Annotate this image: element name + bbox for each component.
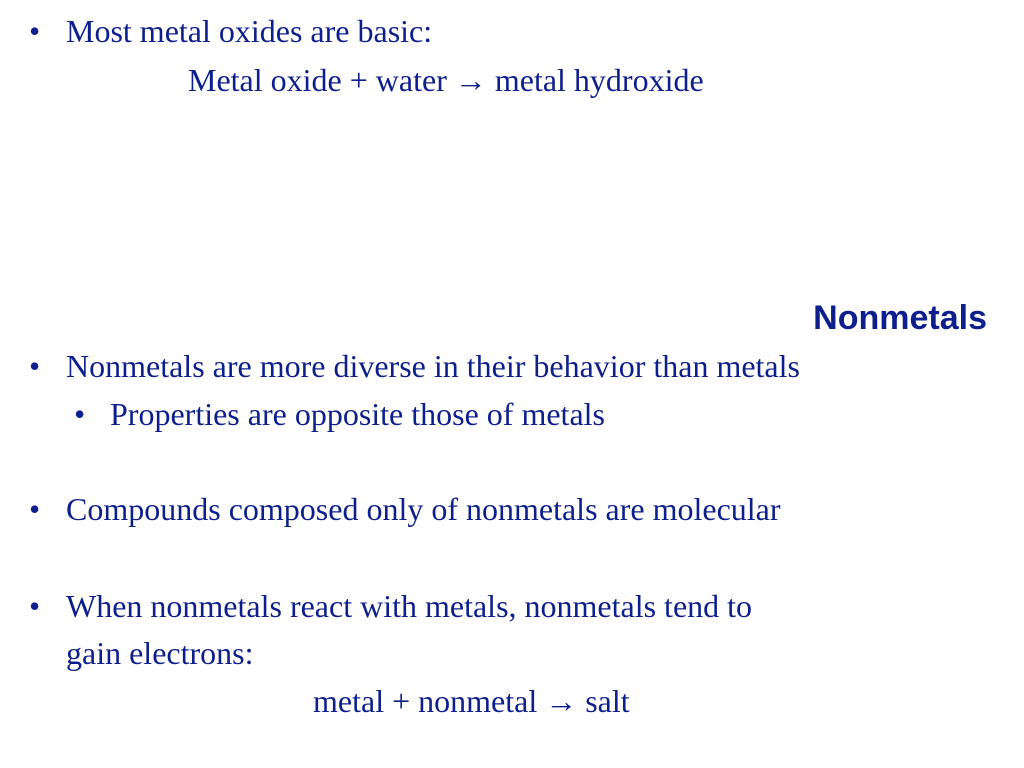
bullet-metal-oxides: Most metal oxides are basic: [66,13,433,49]
bullet-marker: • [29,588,41,624]
bullet-nonmetals-react-line2: gain electrons: [66,635,254,671]
section-heading-nonmetals: Nonmetals [813,299,987,337]
equation-metal-oxide: Metal oxide + water → metal hydroxide [188,62,704,98]
equation-metal-nonmetal-salt: metal + nonmetal → salt [313,683,630,719]
bullet-nonmetals-diverse: Nonmetals are more diverse in their behavior than metals [66,348,800,384]
bullet-marker: • [29,13,41,49]
sub-bullet-properties-opposite: Properties are opposite those of metals [110,396,605,432]
bullet-nonmetals-react-line1: When nonmetals react with metals, nonmetals tend to [66,588,753,624]
bullet-marker: • [29,491,41,527]
sub-bullet-marker: • [74,396,86,432]
bullet-compounds-molecular: Compounds composed only of nonmetals are molecular [66,491,781,527]
bullet-marker: • [29,348,41,384]
